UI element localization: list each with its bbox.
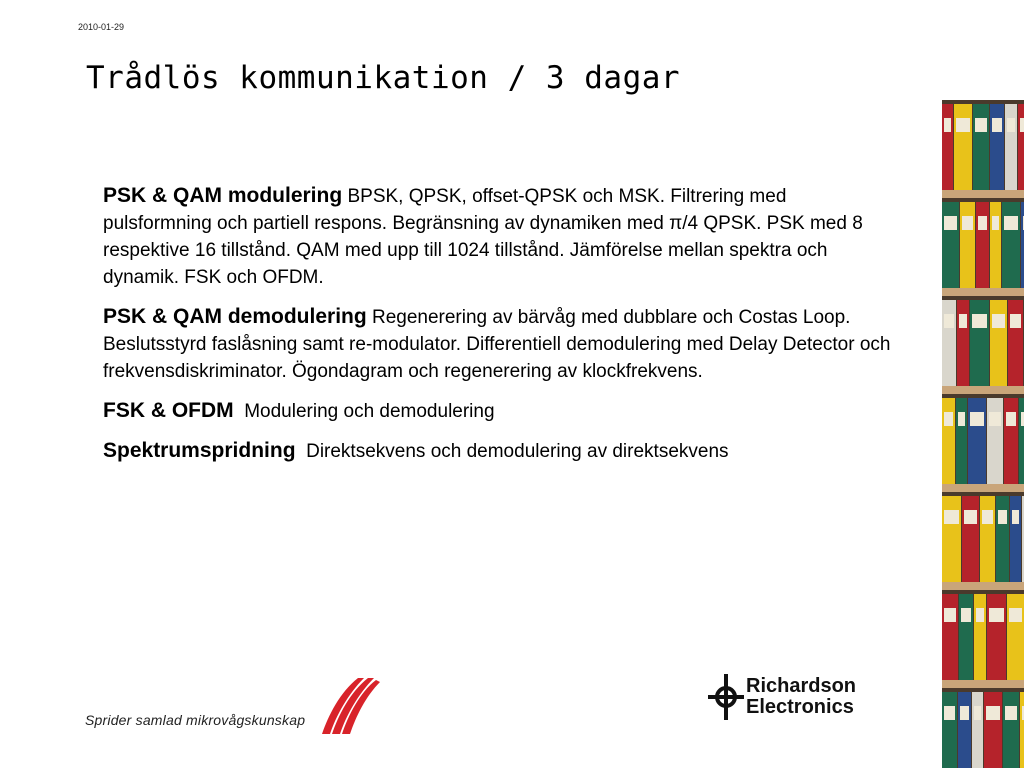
book-label	[982, 510, 993, 524]
book-label	[975, 118, 987, 132]
book-label	[944, 706, 955, 720]
book-label	[976, 608, 984, 622]
shelf-board	[942, 190, 1024, 198]
book-label	[1010, 314, 1021, 328]
book-spine	[1010, 496, 1021, 582]
book-spine	[957, 300, 969, 386]
shelf-board	[942, 680, 1024, 688]
book-label	[989, 412, 1001, 426]
book-spine	[942, 104, 953, 190]
book-spine	[959, 594, 973, 680]
book-label	[944, 608, 956, 622]
book-label	[944, 216, 957, 230]
book-spine	[958, 692, 971, 768]
book-spine	[1007, 594, 1024, 680]
book-spine	[1002, 202, 1020, 288]
book-label	[1009, 608, 1022, 622]
shelf-board	[942, 288, 1024, 296]
book-label	[992, 314, 1005, 328]
book-spine	[1008, 300, 1023, 386]
book-label	[959, 314, 967, 328]
section-heading: PSK & QAM modulering	[103, 184, 343, 207]
book-label	[944, 510, 959, 524]
book-spine	[984, 692, 1002, 768]
book-spine	[942, 594, 958, 680]
section-psk-qam-demodulation	[103, 303, 893, 385]
book-label	[1020, 118, 1024, 132]
shelf-board	[942, 582, 1024, 590]
book-spine	[962, 496, 979, 582]
book-spine	[987, 398, 1003, 484]
book-label	[1005, 706, 1017, 720]
book-spine	[1005, 104, 1017, 190]
richardson-logo-icon	[706, 672, 746, 722]
book-label	[992, 118, 1002, 132]
book-label	[970, 412, 984, 426]
book-spine	[942, 496, 961, 582]
book-label	[944, 118, 951, 132]
book-spine	[990, 202, 1001, 288]
book-label	[978, 216, 987, 230]
section-heading: Spektrumspridning	[103, 439, 296, 462]
logo-line-1: Richardson	[746, 675, 857, 697]
book-spine	[960, 202, 975, 288]
book-spine	[1003, 692, 1019, 768]
section-text: Modulering och demodulering	[244, 401, 495, 422]
book-spine	[1018, 104, 1024, 190]
book-label	[962, 216, 973, 230]
swoosh-logo	[318, 676, 382, 738]
book-spine	[973, 104, 989, 190]
bookshelf-illustration	[942, 100, 1024, 768]
book-spine	[980, 496, 995, 582]
book-spine	[968, 398, 986, 484]
book-spine	[956, 398, 967, 484]
book-spine	[954, 104, 972, 190]
shelf-board	[942, 484, 1024, 492]
book-label	[974, 706, 981, 720]
book-spine	[972, 692, 983, 768]
book-spine	[942, 202, 959, 288]
shelf-board	[942, 386, 1024, 394]
section-heading: PSK & QAM demodulering	[103, 305, 367, 328]
book-spine	[942, 398, 955, 484]
book-label	[992, 216, 999, 230]
footer-tagline: Sprider samlad mikrovågskunskap	[85, 712, 306, 728]
book-spine	[1004, 398, 1018, 484]
book-label	[958, 412, 965, 426]
section-fsk-ofdm	[103, 397, 893, 425]
book-label	[998, 510, 1007, 524]
book-spine	[987, 594, 1006, 680]
book-spine	[970, 300, 989, 386]
book-label	[956, 118, 970, 132]
book-label	[944, 412, 953, 426]
logo-line-2: Electronics	[746, 696, 854, 718]
section-text: BPSK, QPSK, offset-QPSK och MSK. Filtrering med pulsformning och partiell respons. Begränsning av dynamiken med π/4 QPSK. PSK med 8 respektive 16 tillstånd. QAM med upp till 1024 tillstånd. Jämförelse mellan spektra och dynamik. FSK och OFDM.	[103, 186, 863, 288]
book-label	[986, 706, 1000, 720]
section-heading: FSK & OFDM	[103, 399, 234, 422]
book-spine	[1019, 398, 1024, 484]
book-spine	[942, 692, 957, 768]
book-label	[1012, 510, 1019, 524]
slide-date: 2010-01-29	[78, 22, 125, 32]
book-label	[961, 608, 971, 622]
book-label	[1004, 216, 1018, 230]
richardson-logo-text	[746, 676, 856, 718]
section-psk-qam-modulation	[103, 182, 893, 291]
book-label	[1006, 412, 1016, 426]
book-label	[989, 608, 1004, 622]
book-label	[960, 706, 969, 720]
book-spine	[1020, 692, 1024, 768]
slide-title: Trådlös kommunikation / 3 dagar	[86, 60, 681, 96]
book-label	[964, 510, 977, 524]
book-spine	[942, 300, 956, 386]
book-spine	[996, 496, 1009, 582]
book-label	[972, 314, 987, 328]
book-spine	[974, 594, 986, 680]
section-spread-spectrum	[103, 437, 893, 465]
book-spine	[990, 104, 1004, 190]
book-spine	[976, 202, 989, 288]
section-text: Regenerering av bärvåg med dubblare och Costas Loop. Beslutsstyrd faslåsning samt re-modulator. Differentiell demodulering med Delay Detector och frekvensdiskriminator. Ögondagram och regenerering av klockfrekvens.	[103, 307, 891, 382]
section-text: Direktsekvens och demodulering av direktsekvens	[306, 441, 729, 462]
course-content	[103, 182, 893, 477]
book-label	[1007, 118, 1015, 132]
bookshelf-image	[942, 100, 1024, 768]
book-spine	[990, 300, 1007, 386]
book-label	[944, 314, 954, 328]
